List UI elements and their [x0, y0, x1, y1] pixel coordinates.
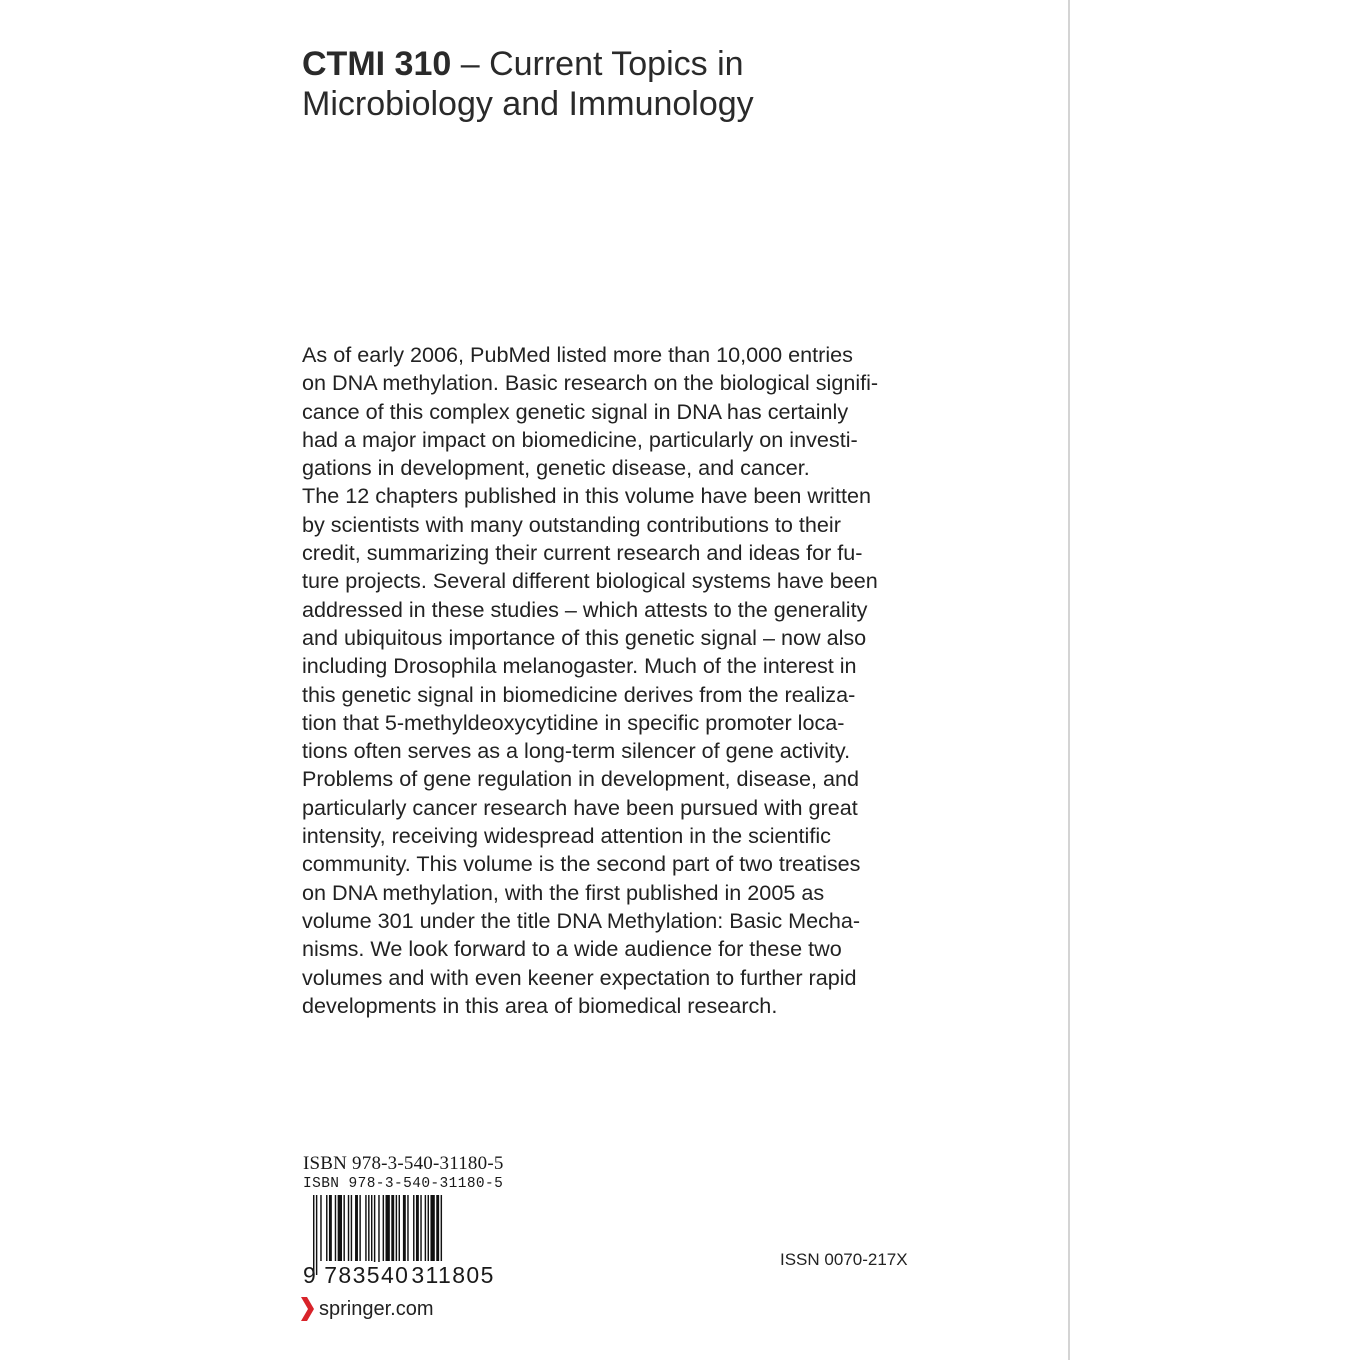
- barcode-bar: [383, 1195, 384, 1261]
- barcode-bar: [386, 1195, 390, 1261]
- isbn-mono-label: ISBN 978-3-540-31180-5: [303, 1176, 504, 1192]
- blurb-line: As of early 2006, PubMed listed more than 10,000 entries: [302, 342, 853, 367]
- back-cover-blurb: [302, 341, 962, 1020]
- barcode-bar: [320, 1195, 321, 1261]
- barcode-bar: [403, 1195, 406, 1261]
- barcode-bar: [343, 1195, 344, 1261]
- barcode-bar: [413, 1195, 414, 1261]
- blurb-line: cance of this complex genetic signal in DNA has certainly: [302, 398, 849, 424]
- barcode-bar: [359, 1195, 360, 1261]
- barcode-bar: [391, 1195, 394, 1261]
- blurb-line: The 12 chapters published in this volume have been written: [302, 483, 871, 509]
- barcode-bar: [348, 1195, 349, 1261]
- isbn-block: [303, 1153, 533, 1295]
- blurb-line: this genetic signal in biomedicine derives from the realiza-: [302, 681, 856, 707]
- blurb-line: by scientists with many outstanding contributions to their: [302, 511, 841, 537]
- blurb-line: on DNA methylation. Basic research on the biological signifi-: [302, 370, 879, 396]
- barcode-bar: [430, 1195, 434, 1261]
- barcode-bar: [351, 1195, 352, 1261]
- barcode-bar: [436, 1195, 439, 1261]
- barcode-bar: [355, 1195, 358, 1261]
- blurb-line: tions often serves as a long-term silencer of gene activity.: [302, 738, 851, 764]
- barcode-bar: [329, 1195, 332, 1261]
- blurb-line: on DNA methylation, with the first published in 2005 as: [302, 879, 825, 905]
- barcode-bar: [441, 1195, 442, 1261]
- blurb-line: volumes and with even keener expectation to further rapid: [302, 964, 857, 990]
- barcode-bar: [420, 1195, 421, 1261]
- blurb-line: nisms. We look forward to a wide audience for these two: [302, 936, 842, 962]
- barcode-bar: [368, 1195, 369, 1261]
- blurb-line: community. This volume is the second part of two treatises: [302, 851, 861, 877]
- barcode-bar: [335, 1195, 336, 1261]
- barcode-bar: [428, 1195, 429, 1261]
- chevron-right-icon: [300, 1297, 314, 1321]
- blurb-line: volume 301 under the title DNA Methylation: Basic Mecha-: [302, 907, 861, 933]
- blurb-line: and ubiquitous importance of this genetic signal – now also: [302, 624, 867, 650]
- barcode: [303, 1195, 503, 1295]
- springer-url: springer.com: [319, 1297, 434, 1320]
- series-title: [302, 44, 1002, 124]
- barcode-bar: [416, 1195, 419, 1261]
- barcode-group-1: 783540: [324, 1262, 410, 1288]
- barcode-digits: [303, 1263, 496, 1287]
- barcode-bar: [338, 1195, 342, 1261]
- blurb-line: including Drosophila melanogaster. Much of the interest in: [302, 653, 857, 679]
- barcode-lead-digit: 9: [303, 1262, 318, 1288]
- barcode-bar: [425, 1195, 426, 1261]
- barcode-group-2: 311805: [411, 1262, 495, 1288]
- blurb-line: Problems of gene regulation in development, disease, and: [302, 766, 859, 792]
- blurb-line: particularly cancer research have been pursued with great: [302, 794, 858, 820]
- barcode-bar: [407, 1195, 408, 1261]
- blurb-line: had a major impact on biomedicine, particularly on investi-: [302, 426, 858, 452]
- isbn-label: ISBN 978-3-540-31180-5: [303, 1153, 504, 1174]
- issn-label: ISSN 0070-217X: [780, 1250, 908, 1269]
- blurb-line: tion that 5-methyldeoxycytidine in specific promoter loca-: [302, 709, 845, 735]
- barcode-bar: [371, 1195, 372, 1261]
- blurb-line: ture projects. Several different biological systems have been: [302, 568, 878, 594]
- barcode-bar: [365, 1195, 366, 1261]
- blurb-line: addressed in these studies – which attests to the generality: [302, 596, 868, 622]
- series-title-rest: – Current Topics in: [451, 45, 744, 83]
- barcode-bar: [326, 1195, 327, 1261]
- series-title-line2: Microbiology and Immunology: [302, 85, 754, 123]
- springer-link[interactable]: [300, 1297, 434, 1321]
- spine-fold-line: [1068, 0, 1070, 1360]
- series-code: CTMI 310: [302, 45, 452, 83]
- blurb-line: developments in this area of biomedical research.: [302, 992, 778, 1018]
- blurb-line: gations in development, genetic disease, and cancer.: [302, 455, 810, 481]
- blurb-line: credit, summarizing their current research and ideas for fu-: [302, 540, 863, 566]
- blurb-line: intensity, receiving widespread attention in the scientific: [302, 823, 831, 849]
- barcode-bar: [396, 1195, 397, 1261]
- barcode-bar: [399, 1195, 400, 1261]
